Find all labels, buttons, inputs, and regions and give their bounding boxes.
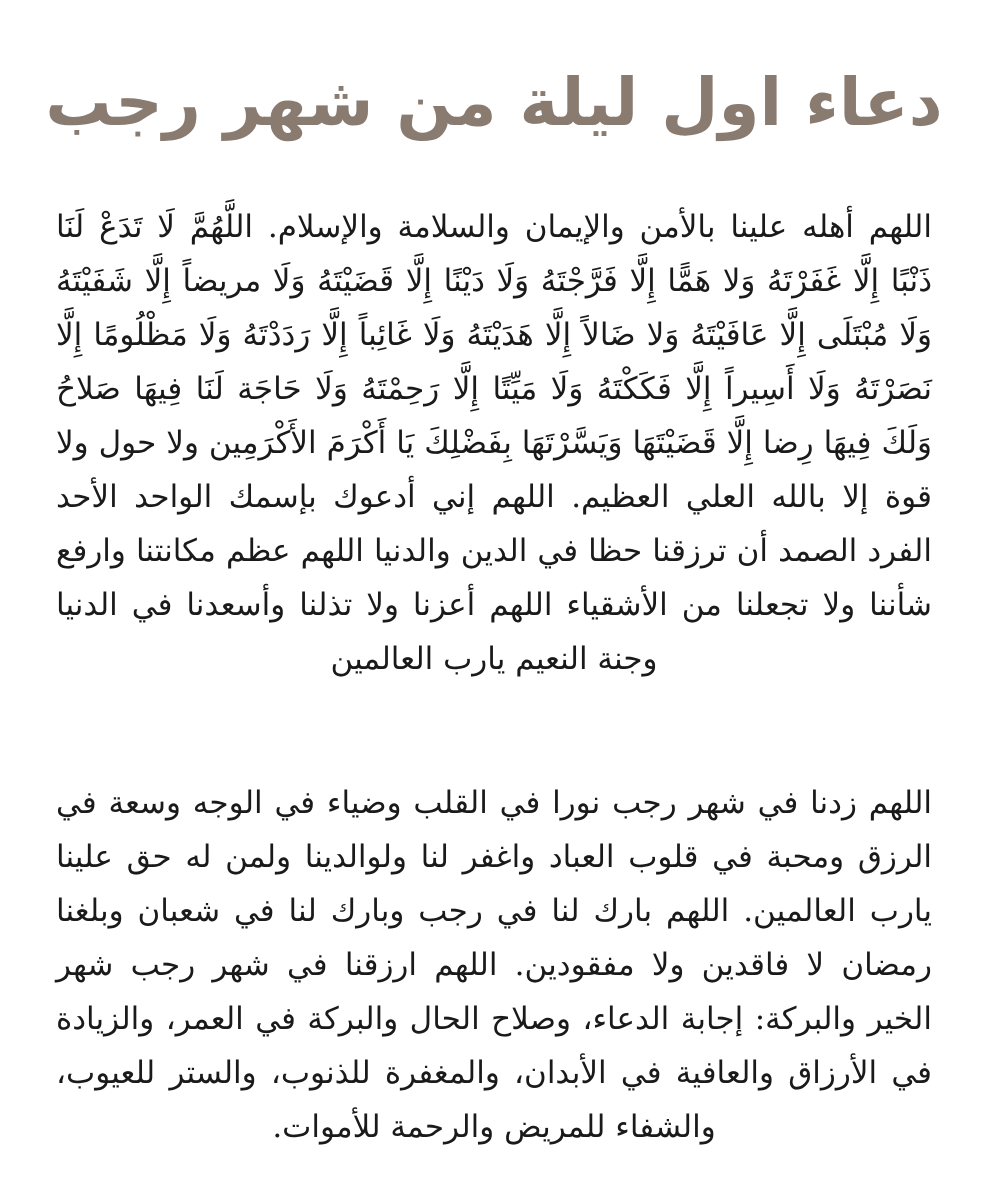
- dua-paragraph-1: اللهم أهله علينا بالأمن والإيمان والسلامة والإسلام. اللَّهُمَّ لَا تَدَعْ لَنَا ذَنْبًا إِلَّا غَفَرْتَهُ وَلا هَمًّا إِلَّا فَرَّجْتَهُ وَلَا دَيْنًا إِلَّا قَضَيْتَهُ وَلَا مريضاً إِلَّا شَفَيْتَهُ وَلَا مُبْتَلَى إِلَّا عَافَيْتَهُ وَلا ضَالاً إِلَّا هَدَيْتَهُ وَلَا غَائِباً إِلَّا رَدَدْتَهُ وَلَا مَظْلُومًا إِلَّا نَصَرْتَهُ وَلَا أَسِيراً إِلَّا فَكَكْتَهُ وَلَا مَيِّتًا إِلَّا رَحِمْتَهُ وَلَا حَاجَة لَنَا فِيهَا صَلاحُ وَلَكَ فِيهَا رِضا إِلَّا قَضَيْتَهَا وَيَسَّرْتَهَا بِفَضْلِكَ يَا أَكْرَمَ الأَكْرَمِين ولا حول ولا قوة إلا بالله العلي العظيم. اللهم إني أدعوك بإسمك الواحد الأحد الفرد الصمد أن ترزقنا حظا في الدين والدنيا اللهم عظم مكانتنا وارفع شأننا ولا تجعلنا من الأشقياء اللهم أعزنا ولا تذلنا وأسعدنا في الدنيا وجنة النعيم يارب العالمين: [56, 209, 932, 677]
- page-title: دعاء اول ليلة من شهر رجب: [45, 64, 943, 141]
- dua-paragraph-2: اللهم زدنا في شهر رجب نورا في القلب وضياء في الوجه وسعة في الرزق ومحبة في قلوب العباد واغفر لنا ولوالدينا ولمن له حق علينا يارب العالمين. اللهم بارك لنا في رجب وبارك لنا في شعبان وبلغنا رمضان لا فاقدين ولا مفقودين. اللهم ارزقنا في شهر رجب شهر الخير والبركة: إجابة الدعاء، وصلاح الحال والبركة في العمر، والزيادة في الأرزاق والعافية في الأبدان، والمغفرة للذنوب، والستر للعيوب، والشفاء للمريض والرحمة للأموات.: [56, 785, 932, 1145]
